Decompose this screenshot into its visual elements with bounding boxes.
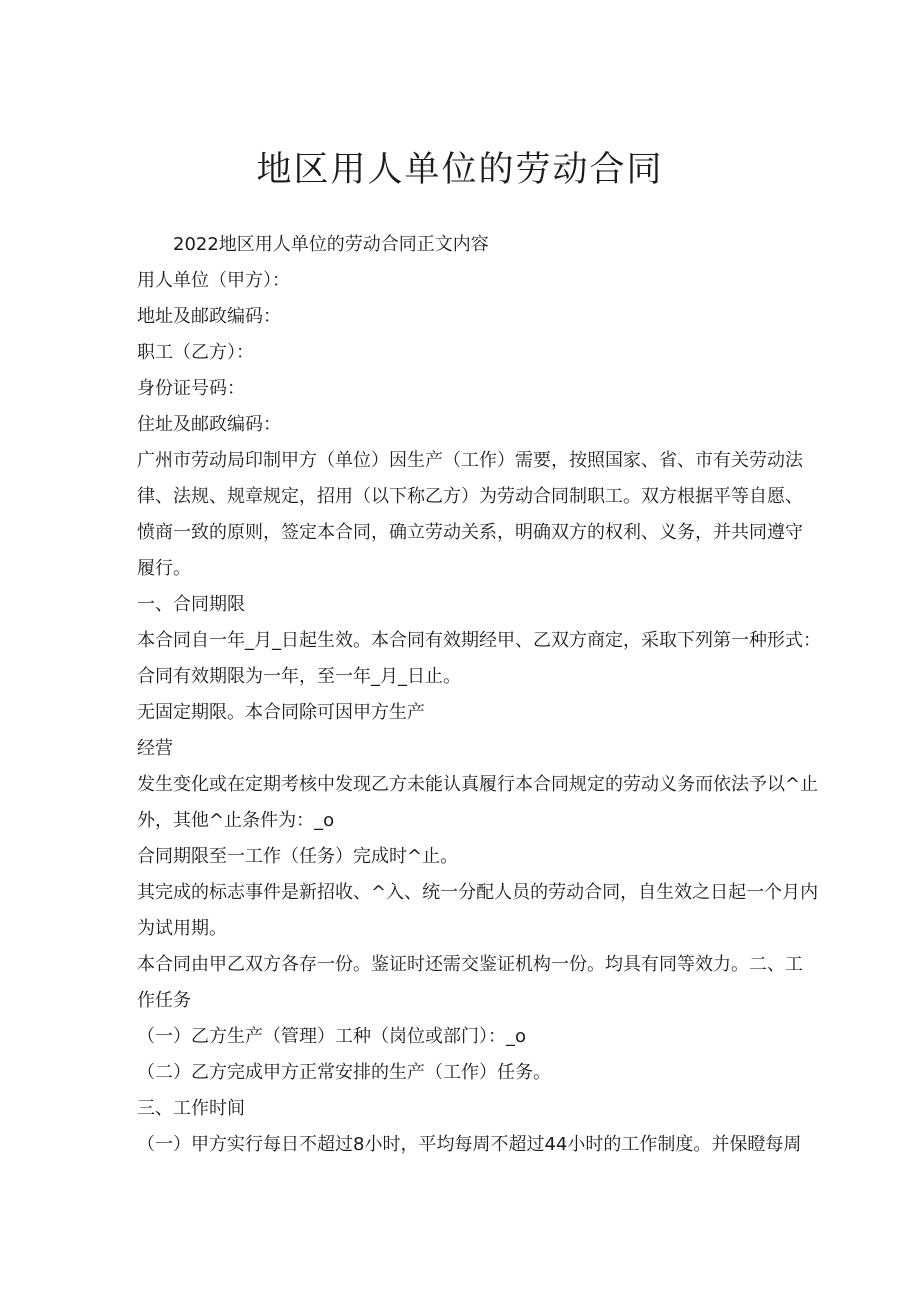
term-line: 其完成的标志事件是新招收、^入、统一分配人员的劳动合同，自生效之日起一个月内 [137, 882, 819, 903]
preamble-line: 广州市劳动局印制甲方（单位）因生产（工作）需要，按照国家、省、市有关劳动法 [137, 450, 803, 471]
term-line: 经营 [137, 738, 173, 759]
term-line: 外，其他^止条件为：_o [137, 810, 335, 831]
preamble-line: 愤商一致的原则，签定本合同，确立劳动关系，明确双方的权利、义务，并共同遵守 [137, 522, 803, 543]
preamble-line: 律、法规、规章规定，招用（以下称乙方）为劳动合同制职工。双方根据平等自愿、 [137, 486, 803, 507]
term-line: 本合同自一年_月_日起生效。本合同有效期经甲、乙双方商定，采取下列第一种形式： [137, 630, 821, 651]
preamble-line: 履行。 [137, 558, 191, 579]
field-employer-address: 地址及邮政编码： [137, 306, 281, 327]
field-employee: 职工（乙方）： [137, 342, 254, 363]
term-line: 为试用期。 [137, 918, 227, 939]
section-heading-term: 一、合同期限 [137, 594, 245, 615]
term-line: 合同期限至一工作（任务）完成时^止。 [137, 846, 459, 867]
section-heading-hours: 三、工作时间 [137, 1098, 245, 1119]
field-id-number: 身份证号码： [137, 378, 245, 399]
tasks-line: （一）乙方生产（管理）工种（岗位或部门）：_o [137, 1026, 527, 1047]
hours-line: （一）甲方实行每日不超过8小时，平均每周不超过44小时的工作制度。并保瞪每周 [137, 1134, 802, 1155]
term-line: 本合同由甲乙双方各存一份。鉴证时还需交鉴证机构一份。均具有同等效力。二、工 [137, 954, 803, 975]
term-line: 发生变化或在定期考核中发现乙方未能认真履行本合同规定的劳动义务而依法予以^止 [137, 774, 819, 795]
section-heading-tasks: 作任务 [137, 990, 191, 1011]
field-employer: 用人单位（甲方）： [137, 270, 290, 291]
term-line: 无固定期限。本合同除可因甲方生产 [137, 702, 425, 723]
subtitle-line: 2022地区用人单位的劳动合同正文内容 [173, 234, 489, 255]
term-line: 合同有效期限为一年，至一年_月_日止。 [137, 666, 461, 687]
field-employee-address: 住址及邮政编码： [137, 414, 281, 435]
document-body [137, 227, 821, 1163]
tasks-line: （二）乙方完成甲方正常安排的生产（工作）任务。 [137, 1062, 551, 1083]
document-title: 地区用人单位的劳动合同 [256, 150, 664, 190]
